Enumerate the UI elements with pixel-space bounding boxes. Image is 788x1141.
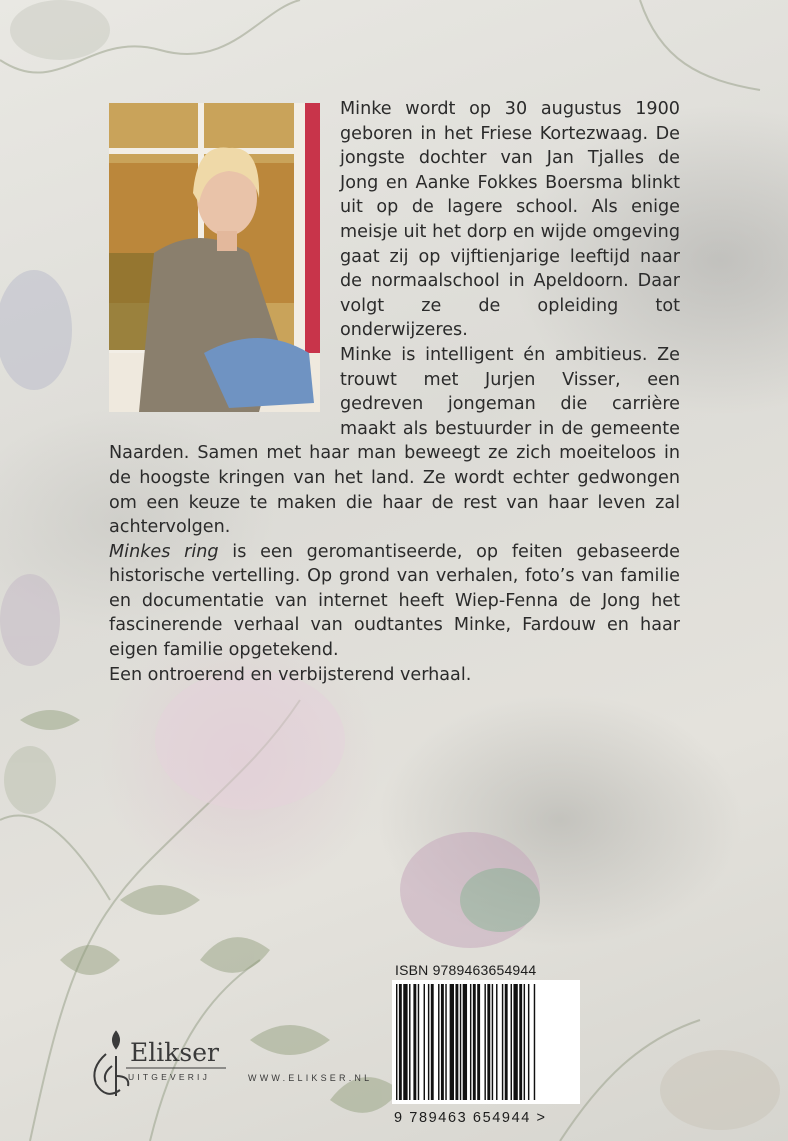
barcode-bar xyxy=(463,984,467,1100)
barcode-bar xyxy=(450,984,454,1100)
barcode xyxy=(392,980,580,1104)
barcode-bar xyxy=(477,984,480,1100)
barcode-bar xyxy=(513,984,517,1100)
barcode-bar xyxy=(473,984,476,1100)
barcode-bar xyxy=(492,984,493,1100)
barcode-bar xyxy=(502,984,503,1100)
barcode-bar xyxy=(534,984,535,1100)
barcode-bar xyxy=(487,984,490,1100)
barcode-bar xyxy=(428,984,429,1100)
publisher-url: WWW.ELIKSER.NL xyxy=(248,1073,373,1083)
barcode-bar xyxy=(470,984,471,1100)
isbn-label: ISBN 9789463654944 xyxy=(395,962,537,978)
blurb-paragraph-3-text: is een geromantiseerde, op feiten gebaseerde historische vertelling. Op grond van verhalen, foto’s van familie en documentatie van internet heeft Wiep-Fenna de Jong het fascinerende verhaal van oudtantes Minke, Fardouw en haar eigen familie opgetekend. xyxy=(109,541,680,661)
barcode-bar xyxy=(496,984,497,1100)
barcode-bar xyxy=(396,984,397,1100)
barcode-bar xyxy=(409,984,410,1100)
publisher-subtitle: UITGEVERIJ xyxy=(128,1072,211,1082)
blurb-paragraph-2: Minke is intelligent én ambitieus. Ze trouwt met Jurjen Visser, een gedreven jongeman die carrière maakt als bestuurder in de gemeente Naarden. Samen met haar man beweegt ze zich moeiteloos in de hoogste kringen van het land. Ze wordt echter gedwongen om een keuze te maken die haar de rest van haar leven zal achtervolgen. xyxy=(109,344,680,538)
barcode-bar xyxy=(424,984,425,1100)
barcode-bar xyxy=(399,984,402,1100)
book-title: Minkes ring xyxy=(109,541,219,562)
barcode-bar xyxy=(460,984,461,1100)
barcode-digits: 9 789463 654944 > xyxy=(394,1110,547,1126)
publisher-name: Elikser xyxy=(130,1038,219,1067)
barcode-bar xyxy=(413,984,416,1100)
barcode-bar xyxy=(445,984,446,1100)
barcode-bar xyxy=(455,984,458,1100)
blurb-paragraph-3 xyxy=(109,540,680,663)
barcode-bar xyxy=(511,984,512,1100)
blurb-paragraph-1: Minke wordt op 30 augustus 1900 geboren in het Friese Kortezwaag. De jongste dochter van Jan Tjalles de Jong en Aanke Fokkes Boersma blinkt uit op de lagere school. Als enige meisje uit het dorp en wijde omgeving gaat zij op vijftienjarige leeftijd naar de normaalschool in Apeldoorn. Daar volgt ze de opleiding tot onderwijzeres. xyxy=(340,99,680,341)
barcode-bar xyxy=(505,984,508,1100)
barcode-bar xyxy=(441,984,444,1100)
barcode-bar xyxy=(403,984,407,1100)
blurb-text xyxy=(109,97,680,687)
blurb-paragraph-4: Een ontroerend en verbijsterend verhaal. xyxy=(109,664,472,685)
barcode-bar xyxy=(528,984,529,1100)
barcode-bar xyxy=(418,984,419,1100)
barcode-bar xyxy=(484,984,485,1100)
barcode-bar xyxy=(431,984,434,1100)
barcode-bar xyxy=(438,984,439,1100)
barcode-bar xyxy=(524,984,525,1100)
barcode-bar xyxy=(519,984,522,1100)
photo-spacer xyxy=(109,97,340,430)
